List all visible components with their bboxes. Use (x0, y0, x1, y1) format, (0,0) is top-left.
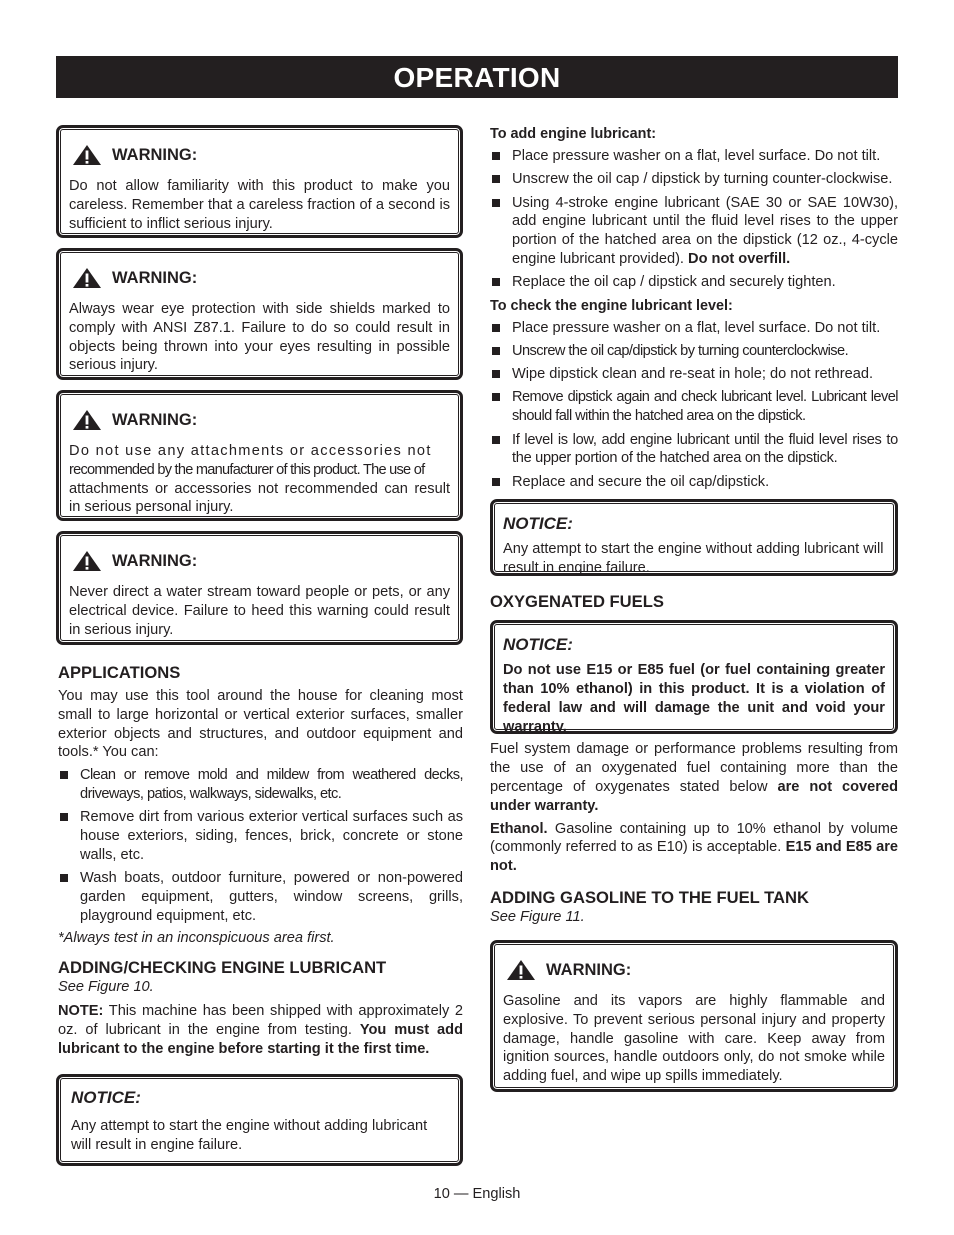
list-item: Remove dipstick again and check lubricant level. Lubricant level should fall within the hatched area on the dipstick. (490, 388, 898, 426)
gasoline-heading: ADDING GASOLINE TO THE FUEL TANK (490, 888, 809, 908)
oxygenated-fuels-heading: OXYGENATED FUELS (490, 592, 664, 612)
ethanol-text: Ethanol. Gasoline containing up to 10% ethanol by volume (commonly referred to as E10) is acceptable. E15 and E85 are not. (490, 820, 898, 875)
applications-heading: APPLICATIONS (58, 663, 181, 682)
warning-text: Do not use any attachments or accessories not recommended by the manufacturer of this product. The use of attachments or accessories not recommended can result in serious personal injury. (69, 443, 450, 516)
warning-label: WARNING: (112, 551, 198, 570)
list-item: Wash boats, outdoor furniture, powered or non-powered garden equipment, gutters, window screens, grills, playground equipment, etc. (58, 869, 463, 925)
notice-box-ethanol (490, 620, 898, 734)
warning-text: Never direct a water stream toward people or pets, or any electrical device. Failure to heed this warning could result in serious injury. (69, 584, 450, 638)
page-title: OPERATION (56, 56, 898, 98)
warning-text: Gasoline and its vapors are highly flammable and explosive. To prevent serious personal injury and property damage, handle gasoline with care. Keep away from ignition sources, handle outdoors only, do not smoke while adding fuel, and wipe up spills immediately. (503, 993, 885, 1085)
see-figure-10: See Figure 10. (58, 979, 154, 996)
applications-section (56, 655, 463, 1058)
oxygenated-fuels-text: Fuel system damage or performance problems resulting from the use of an oxygenated fuel containing more than the percentage of oxygenates stated below are not covered under warranty. (490, 741, 899, 814)
list-item: If level is low, add engine lubricant until the fluid level rises to the upper portion of the hatched area on the dipstick. (490, 431, 898, 469)
page-footer: 10 — English (433, 1186, 521, 1202)
warning-label: WARNING: (546, 960, 632, 979)
left-column (56, 125, 463, 1176)
lubricant-heading: ADDING/CHECKING ENGINE LUBRICANT (58, 958, 387, 978)
warning-box-water-stream (56, 531, 463, 645)
warning-label: WARNING: (112, 410, 198, 429)
right-column (490, 125, 898, 1102)
notice-text: Any attempt to start the engine without adding lubricant will result in engine failure. (71, 1118, 428, 1154)
warning-header (72, 550, 450, 572)
warning-triangle-icon (72, 267, 102, 289)
notice-text: Any attempt to start the engine without adding lubricant will result in engine failure. (503, 541, 884, 577)
list-item: Remove dirt from various exterior vertical surfaces such as house exteriors, siding, fences, brick, concrete or stone walls, etc. (58, 808, 463, 864)
warning-box-attachments (56, 390, 463, 521)
notice-box-lubricant (56, 1074, 463, 1166)
warning-triangle-icon (72, 144, 102, 166)
warning-text: Do not allow familiarity with this product to make you careless. Remember that a careless fraction of a second is sufficient to inflict serious injury. (69, 178, 450, 232)
warning-triangle-icon (72, 409, 102, 431)
list-item: Clean or remove mold and mildew from weathered decks, driveways, patios, walkways, sidewalks, etc. (58, 766, 463, 804)
check-lubricant-list (490, 319, 898, 492)
applications-intro: You may use this tool around the house for cleaning most small to large horizontal or vertical exterior surfaces, smaller exterior objects and structures, and outdoor equipment and tools.* You can: (58, 688, 463, 761)
warning-label: WARNING: (112, 145, 198, 164)
lubricant-note: NOTE: This machine has been shipped with approximately 2 oz. of lubricant in the engine from testing. You must add lubricant to the engine before starting it the first time. (58, 1003, 463, 1057)
warning-label: WARNING: (112, 268, 198, 287)
warning-triangle-icon (506, 959, 536, 981)
list-item: Place pressure washer on a flat, level surface. Do not tilt. (490, 319, 898, 338)
warning-header (72, 409, 450, 431)
warning-box-eye-protection (56, 248, 463, 380)
notice-label: NOTICE: (503, 514, 573, 534)
check-lubricant-heading: To check the engine lubricant level: (490, 297, 733, 314)
list-item: Place pressure washer on a flat, level surface. Do not tilt. (490, 147, 898, 166)
list-item: Using 4-stroke engine lubricant (SAE 30 or SAE 10W30), add engine lubricant until the fluid level rises to the upper portion of the hatched area on the dipstick (12 oz., 4-cycle engine lubricant provided). Do not overfill. (490, 194, 898, 269)
notice-label: NOTICE: (503, 635, 573, 655)
applications-footnote: *Always test in an inconspicuous area first. (58, 930, 335, 947)
warning-box-familiarity (56, 125, 463, 238)
list-item: Unscrew the oil cap/dipstick by turning counterclockwise. (490, 342, 898, 361)
warning-header (72, 267, 450, 289)
see-figure-11: See Figure 11. (490, 909, 585, 926)
warning-triangle-icon (72, 550, 102, 572)
list-item: Replace the oil cap / dipstick and securely tighten. (490, 273, 898, 292)
list-item: Unscrew the oil cap / dipstick by turning counter-clockwise. (490, 170, 898, 189)
add-lubricant-list (490, 147, 898, 292)
warning-box-gasoline (490, 940, 898, 1092)
list-item: Wipe dipstick clean and re-seat in hole; do not rethread. (490, 365, 898, 384)
list-item: Replace and secure the oil cap/dipstick. (490, 473, 898, 492)
warning-text: Always wear eye protection with side shields marked to comply with ANSI Z87.1. Failure to do so could result in objects being thrown into your eyes resulting in possible serious injury. (69, 301, 450, 374)
warning-header (506, 959, 885, 981)
add-lubricant-heading: To add engine lubricant: (490, 126, 657, 142)
notice-label: NOTICE: (71, 1088, 141, 1108)
notice-box-engine (490, 499, 898, 576)
notice-text: Do not use E15 or E85 fuel (or fuel containing greater than 10% ethanol) in this product. It is a violation of federal law and will damage the unit and void your warranty. (503, 662, 885, 735)
warning-header (72, 144, 450, 166)
applications-list (58, 766, 463, 925)
